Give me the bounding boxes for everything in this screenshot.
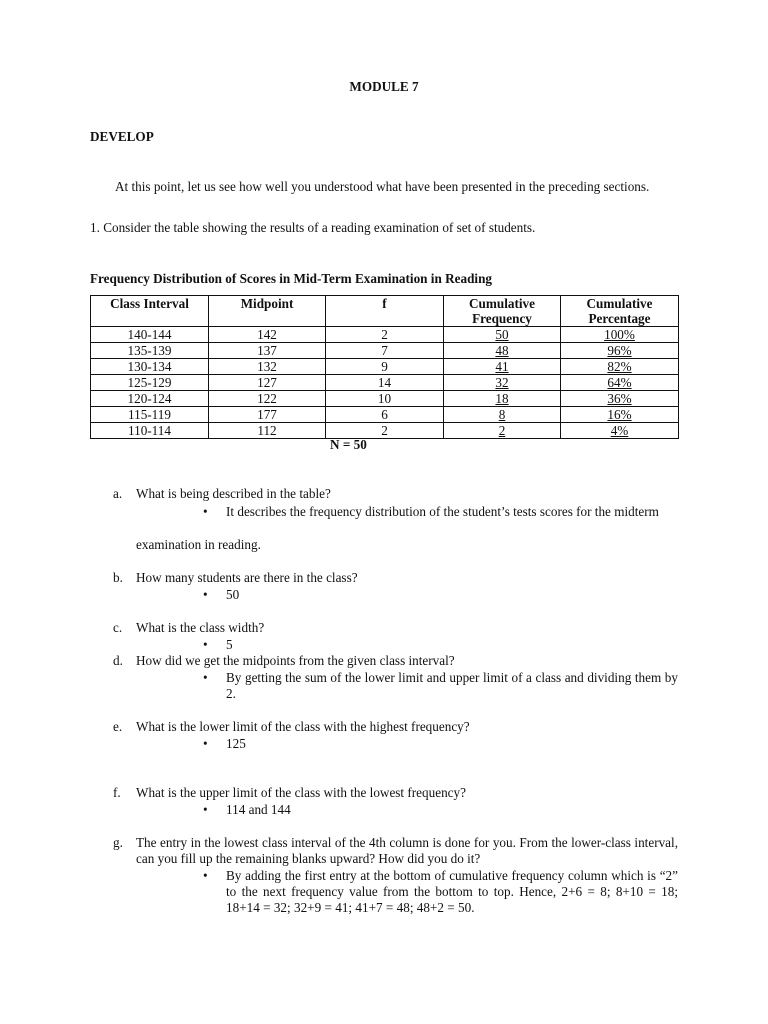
cp-value: 64% <box>607 375 632 390</box>
question-d-text: How did we get the midpoints from the given class interval? <box>136 653 455 668</box>
cell-cp <box>561 407 679 423</box>
answer-c-text: 5 <box>226 637 233 652</box>
answer-d-text: By getting the sum of the lower limit and upper limit of a class and dividing them by 2. <box>226 670 678 701</box>
module-title: MODULE 7 <box>349 79 419 94</box>
question-c-text: What is the class width? <box>136 620 265 635</box>
table-row <box>91 423 679 439</box>
cell-f: 7 <box>326 343 444 359</box>
cell-interval: 130-134 <box>91 359 209 375</box>
cell-cp <box>561 375 679 391</box>
cell-cp <box>561 391 679 407</box>
item-1-text: 1. Consider the table showing the results of a reading examination of set of students. <box>90 220 536 235</box>
cell-f: 2 <box>326 423 444 439</box>
bullet-icon: • <box>203 736 208 751</box>
answer-g-text: By adding the first entry at the bottom of cumulative frequency column which is “2” to the next frequency value from the bottom to top. Hence, 2+6 = 8; 8+10 = 18; 18+14 = 32; 32+9 = 41; 41+7 = 48; 48+2 = 50. <box>226 868 678 915</box>
header-cumulative-percentage <box>561 296 679 327</box>
question-a-label: a. <box>113 486 123 501</box>
section-title: DEVELOP <box>90 129 154 144</box>
table-caption: Frequency Distribution of Scores in Mid-Term Examination in Reading <box>90 271 492 286</box>
cell-f: 14 <box>326 375 444 391</box>
table-row <box>91 391 679 407</box>
cell-interval: 115-119 <box>91 407 209 423</box>
cell-midpoint: 132 <box>209 359 326 375</box>
cell-interval: 135-139 <box>91 343 209 359</box>
cell-cf <box>444 359 561 375</box>
cell-cf <box>444 343 561 359</box>
cf-value: 2 <box>498 423 506 438</box>
cell-midpoint: 122 <box>209 391 326 407</box>
cp-value: 36% <box>607 391 632 406</box>
question-e-text: What is the lower limit of the class with the highest frequency? <box>136 719 470 734</box>
cf-value: 32 <box>495 375 509 390</box>
cell-interval: 110-114 <box>91 423 209 439</box>
header-cumulative-frequency <box>444 296 561 327</box>
bullet-icon: • <box>203 587 208 602</box>
question-b-text: How many students are there in the class? <box>136 570 358 585</box>
cf-value: 8 <box>498 407 506 422</box>
cell-f: 6 <box>326 407 444 423</box>
cell-cp <box>561 359 679 375</box>
table-row <box>91 343 679 359</box>
cell-f: 10 <box>326 391 444 407</box>
answer-e-text: 125 <box>226 736 246 751</box>
question-f-text: What is the upper limit of the class with the lowest frequency? <box>136 785 466 800</box>
question-g-label: g. <box>113 835 123 850</box>
cell-cf <box>444 327 561 343</box>
question-f-label: f. <box>113 785 121 800</box>
header-cp-line2: Percentage <box>588 311 651 326</box>
cell-midpoint: 112 <box>209 423 326 439</box>
cf-value: 50 <box>495 327 509 342</box>
cell-midpoint: 127 <box>209 375 326 391</box>
header-cf-line1: Cumulative <box>469 296 535 311</box>
bullet-icon: • <box>203 504 208 519</box>
table-row <box>91 375 679 391</box>
cell-cf <box>444 391 561 407</box>
cell-midpoint: 137 <box>209 343 326 359</box>
cell-interval: 140-144 <box>91 327 209 343</box>
cell-f: 9 <box>326 359 444 375</box>
cell-cp <box>561 423 679 439</box>
question-c-label: c. <box>113 620 123 635</box>
question-d-label: d. <box>113 653 123 668</box>
cell-interval: 125-129 <box>91 375 209 391</box>
cell-cp <box>561 327 679 343</box>
question-e-label: e. <box>113 719 123 734</box>
bullet-icon: • <box>203 802 208 817</box>
table-row <box>91 407 679 423</box>
cell-cp <box>561 343 679 359</box>
table-row <box>91 327 679 343</box>
answer-a-continuation: examination in reading. <box>136 537 261 552</box>
intro-text: At this point, let us see how well you understood what have been presented in the preceding sections. <box>115 179 650 194</box>
cp-value: 16% <box>607 407 632 422</box>
cell-cf <box>444 375 561 391</box>
question-g-text: The entry in the lowest class interval of the 4th column is done for you. From the lower-class interval, can you fill up the remaining blanks upward? How did you do it? <box>136 835 678 866</box>
cf-value: 18 <box>495 391 509 406</box>
table-row <box>91 359 679 375</box>
table-header-row <box>91 296 679 327</box>
cell-cf <box>444 423 561 439</box>
header-f: f <box>326 296 444 327</box>
bullet-icon: • <box>203 670 208 685</box>
cell-midpoint: 177 <box>209 407 326 423</box>
question-a-text: What is being described in the table? <box>136 486 331 501</box>
frequency-table <box>90 295 679 439</box>
cp-value: 100% <box>604 327 635 342</box>
header-cf-line2: Frequency <box>472 311 532 326</box>
cf-value: 41 <box>495 359 509 374</box>
header-midpoint: Midpoint <box>209 296 326 327</box>
cell-interval: 120-124 <box>91 391 209 407</box>
cell-f: 2 <box>326 327 444 343</box>
question-b-label: b. <box>113 570 123 585</box>
header-class-interval: Class Interval <box>91 296 209 327</box>
cp-value: 82% <box>607 359 632 374</box>
cell-midpoint: 142 <box>209 327 326 343</box>
bullet-icon: • <box>203 868 208 883</box>
total-n: N = 50 <box>330 437 367 452</box>
intro-paragraph <box>90 179 678 195</box>
cf-value: 48 <box>495 343 509 358</box>
answer-a-text: It describes the frequency distribution of the student’s tests scores for the midterm <box>226 504 659 519</box>
header-cp-line1: Cumulative <box>586 296 653 311</box>
cell-cf <box>444 407 561 423</box>
answer-b-text: 50 <box>226 587 240 602</box>
bullet-icon: • <box>203 637 208 652</box>
cp-value: 96% <box>607 343 632 358</box>
answer-f-text: 114 and 144 <box>226 802 291 817</box>
cp-value: 4% <box>610 423 629 438</box>
